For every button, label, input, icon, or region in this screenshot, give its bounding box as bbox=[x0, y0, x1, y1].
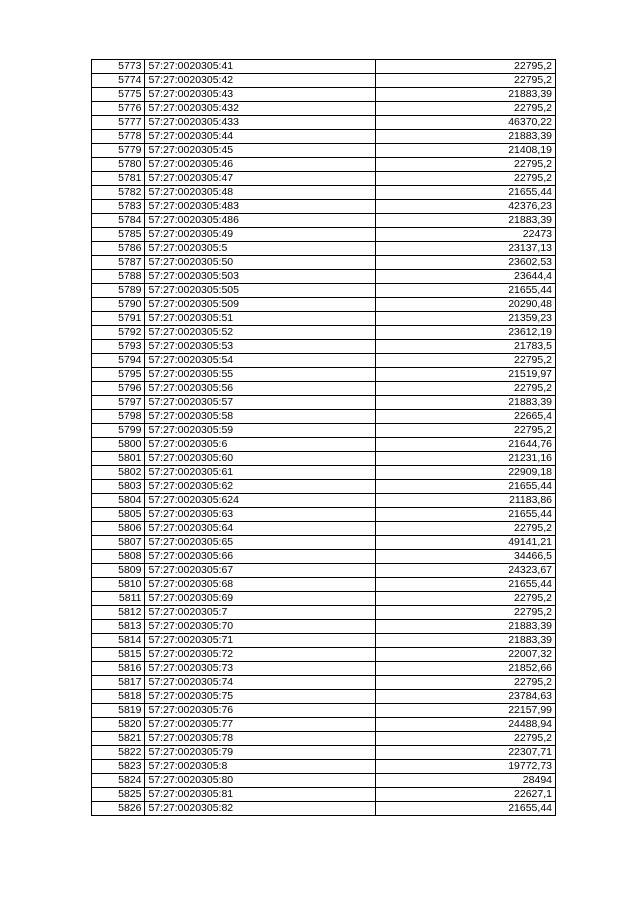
row-number-cell: 5798 bbox=[92, 410, 145, 424]
cadastral-number-cell: 57:27:0020305:505 bbox=[145, 284, 375, 298]
table-row bbox=[92, 494, 556, 508]
cadastral-number-cell: 57:27:0020305:70 bbox=[145, 620, 375, 634]
table-row bbox=[92, 648, 556, 662]
row-number-cell: 5796 bbox=[92, 382, 145, 396]
table-row bbox=[92, 74, 556, 88]
table-row bbox=[92, 578, 556, 592]
cadastral-number-cell: 57:27:0020305:60 bbox=[145, 452, 375, 466]
cadastral-value-cell: 22665,4 bbox=[375, 410, 555, 424]
table-row bbox=[92, 550, 556, 564]
row-number-cell: 5826 bbox=[92, 802, 145, 816]
cadastral-value-cell: 21883,39 bbox=[375, 214, 555, 228]
cadastral-value-cell: 22795,2 bbox=[375, 354, 555, 368]
cadastral-value-cell: 21655,44 bbox=[375, 578, 555, 592]
cadastral-number-cell: 57:27:0020305:56 bbox=[145, 382, 375, 396]
row-number-cell: 5819 bbox=[92, 704, 145, 718]
table-row bbox=[92, 662, 556, 676]
table-row bbox=[92, 270, 556, 284]
cadastral-value-cell: 22627,1 bbox=[375, 788, 555, 802]
cadastral-number-cell: 57:27:0020305:82 bbox=[145, 802, 375, 816]
cadastral-value-cell: 22795,2 bbox=[375, 522, 555, 536]
cadastral-number-cell: 57:27:0020305:57 bbox=[145, 396, 375, 410]
table-body bbox=[92, 60, 556, 816]
row-number-cell: 5822 bbox=[92, 746, 145, 760]
table-row bbox=[92, 466, 556, 480]
cadastral-value-cell: 22795,2 bbox=[375, 424, 555, 438]
row-number-cell: 5801 bbox=[92, 452, 145, 466]
cadastral-value-cell: 22795,2 bbox=[375, 74, 555, 88]
cadastral-value-cell: 22795,2 bbox=[375, 102, 555, 116]
cadastral-number-cell: 57:27:0020305:47 bbox=[145, 172, 375, 186]
table-row bbox=[92, 312, 556, 326]
cadastral-value-cell: 21655,44 bbox=[375, 480, 555, 494]
row-number-cell: 5803 bbox=[92, 480, 145, 494]
table-row bbox=[92, 242, 556, 256]
cadastral-number-cell: 57:27:0020305:483 bbox=[145, 200, 375, 214]
cadastral-number-cell: 57:27:0020305:67 bbox=[145, 564, 375, 578]
table-row bbox=[92, 508, 556, 522]
cadastral-number-cell: 57:27:0020305:49 bbox=[145, 228, 375, 242]
table-row bbox=[92, 144, 556, 158]
row-number-cell: 5804 bbox=[92, 494, 145, 508]
cadastral-number-cell: 57:27:0020305:72 bbox=[145, 648, 375, 662]
cadastral-value-cell: 22795,2 bbox=[375, 592, 555, 606]
cadastral-value-cell: 21655,44 bbox=[375, 284, 555, 298]
table-row bbox=[92, 382, 556, 396]
row-number-cell: 5777 bbox=[92, 116, 145, 130]
cadastral-value-cell: 21883,39 bbox=[375, 130, 555, 144]
cadastral-value-cell: 21408,19 bbox=[375, 144, 555, 158]
cadastral-value-cell: 21883,39 bbox=[375, 634, 555, 648]
row-number-cell: 5793 bbox=[92, 340, 145, 354]
cadastral-number-cell: 57:27:0020305:486 bbox=[145, 214, 375, 228]
cadastral-number-cell: 57:27:0020305:41 bbox=[145, 60, 375, 74]
cadastral-value-cell: 22007,32 bbox=[375, 648, 555, 662]
cadastral-value-cell: 23784,63 bbox=[375, 690, 555, 704]
row-number-cell: 5781 bbox=[92, 172, 145, 186]
cadastral-value-cell: 21883,39 bbox=[375, 620, 555, 634]
table-row bbox=[92, 60, 556, 74]
table-row bbox=[92, 480, 556, 494]
row-number-cell: 5812 bbox=[92, 606, 145, 620]
table-row bbox=[92, 410, 556, 424]
cadastral-value-cell: 21655,44 bbox=[375, 802, 555, 816]
row-number-cell: 5814 bbox=[92, 634, 145, 648]
row-number-cell: 5823 bbox=[92, 760, 145, 774]
row-number-cell: 5813 bbox=[92, 620, 145, 634]
row-number-cell: 5785 bbox=[92, 228, 145, 242]
table-row bbox=[92, 620, 556, 634]
row-number-cell: 5791 bbox=[92, 312, 145, 326]
table-row bbox=[92, 788, 556, 802]
table-row bbox=[92, 802, 556, 816]
table-row bbox=[92, 368, 556, 382]
cadastral-value-cell: 21644,76 bbox=[375, 438, 555, 452]
table-row bbox=[92, 102, 556, 116]
cadastral-value-cell: 21231,16 bbox=[375, 452, 555, 466]
table-row bbox=[92, 116, 556, 130]
cadastral-number-cell: 57:27:0020305:68 bbox=[145, 578, 375, 592]
cadastral-number-cell: 57:27:0020305:55 bbox=[145, 368, 375, 382]
row-number-cell: 5825 bbox=[92, 788, 145, 802]
cadastral-number-cell: 57:27:0020305:59 bbox=[145, 424, 375, 438]
cadastral-number-cell: 57:27:0020305:73 bbox=[145, 662, 375, 676]
cadastral-number-cell: 57:27:0020305:624 bbox=[145, 494, 375, 508]
row-number-cell: 5820 bbox=[92, 718, 145, 732]
cadastral-value-cell: 22307,71 bbox=[375, 746, 555, 760]
document-page bbox=[91, 59, 556, 816]
table-row bbox=[92, 158, 556, 172]
cadastral-value-cell: 21359,23 bbox=[375, 312, 555, 326]
table-row bbox=[92, 438, 556, 452]
row-number-cell: 5775 bbox=[92, 88, 145, 102]
cadastral-value-cell: 23602,53 bbox=[375, 256, 555, 270]
row-number-cell: 5802 bbox=[92, 466, 145, 480]
cadastral-number-cell: 57:27:0020305:43 bbox=[145, 88, 375, 102]
cadastral-value-cell: 21655,44 bbox=[375, 186, 555, 200]
row-number-cell: 5800 bbox=[92, 438, 145, 452]
row-number-cell: 5811 bbox=[92, 592, 145, 606]
row-number-cell: 5787 bbox=[92, 256, 145, 270]
row-number-cell: 5788 bbox=[92, 270, 145, 284]
row-number-cell: 5778 bbox=[92, 130, 145, 144]
cadastral-number-cell: 57:27:0020305:81 bbox=[145, 788, 375, 802]
cadastral-value-cell: 21183,86 bbox=[375, 494, 555, 508]
table-row bbox=[92, 564, 556, 578]
cadastral-value-cell: 21883,39 bbox=[375, 396, 555, 410]
cadastral-number-cell: 57:27:0020305:509 bbox=[145, 298, 375, 312]
cadastral-number-cell: 57:27:0020305:80 bbox=[145, 774, 375, 788]
row-number-cell: 5821 bbox=[92, 732, 145, 746]
cadastral-number-cell: 57:27:0020305:63 bbox=[145, 508, 375, 522]
row-number-cell: 5782 bbox=[92, 186, 145, 200]
table-row bbox=[92, 732, 556, 746]
cadastral-value-cell: 46370,22 bbox=[375, 116, 555, 130]
cadastral-value-cell: 22473 bbox=[375, 228, 555, 242]
row-number-cell: 5774 bbox=[92, 74, 145, 88]
cadastral-number-cell: 57:27:0020305:74 bbox=[145, 676, 375, 690]
cadastral-number-cell: 57:27:0020305:66 bbox=[145, 550, 375, 564]
table-row bbox=[92, 284, 556, 298]
cadastral-value-cell: 20290,48 bbox=[375, 298, 555, 312]
cadastral-number-cell: 57:27:0020305:76 bbox=[145, 704, 375, 718]
cadastral-number-cell: 57:27:0020305:433 bbox=[145, 116, 375, 130]
cadastral-number-cell: 57:27:0020305:432 bbox=[145, 102, 375, 116]
cadastral-number-cell: 57:27:0020305:77 bbox=[145, 718, 375, 732]
cadastral-value-cell: 22795,2 bbox=[375, 172, 555, 186]
row-number-cell: 5795 bbox=[92, 368, 145, 382]
cadastral-number-cell: 57:27:0020305:65 bbox=[145, 536, 375, 550]
row-number-cell: 5816 bbox=[92, 662, 145, 676]
cadastral-value-cell: 23644,4 bbox=[375, 270, 555, 284]
cadastral-value-cell: 22795,2 bbox=[375, 60, 555, 74]
cadastral-value-cell: 34466,5 bbox=[375, 550, 555, 564]
cadastral-number-cell: 57:27:0020305:50 bbox=[145, 256, 375, 270]
cadastral-number-cell: 57:27:0020305:78 bbox=[145, 732, 375, 746]
cadastral-number-cell: 57:27:0020305:79 bbox=[145, 746, 375, 760]
cadastral-value-cell: 22795,2 bbox=[375, 732, 555, 746]
row-number-cell: 5790 bbox=[92, 298, 145, 312]
row-number-cell: 5794 bbox=[92, 354, 145, 368]
cadastral-number-cell: 57:27:0020305:64 bbox=[145, 522, 375, 536]
cadastral-value-cell: 22157,99 bbox=[375, 704, 555, 718]
cadastral-value-cell: 21655,44 bbox=[375, 508, 555, 522]
table-row bbox=[92, 424, 556, 438]
row-number-cell: 5815 bbox=[92, 648, 145, 662]
table-row bbox=[92, 704, 556, 718]
row-number-cell: 5809 bbox=[92, 564, 145, 578]
row-number-cell: 5779 bbox=[92, 144, 145, 158]
cadastral-number-cell: 57:27:0020305:69 bbox=[145, 592, 375, 606]
cadastral-value-cell: 28494 bbox=[375, 774, 555, 788]
cadastral-number-cell: 57:27:0020305:48 bbox=[145, 186, 375, 200]
table-row bbox=[92, 326, 556, 340]
row-number-cell: 5789 bbox=[92, 284, 145, 298]
table-row bbox=[92, 606, 556, 620]
row-number-cell: 5797 bbox=[92, 396, 145, 410]
table-row bbox=[92, 130, 556, 144]
cadastral-value-cell: 22909,18 bbox=[375, 466, 555, 480]
table-row bbox=[92, 676, 556, 690]
cadastral-number-cell: 57:27:0020305:62 bbox=[145, 480, 375, 494]
row-number-cell: 5792 bbox=[92, 326, 145, 340]
cadastral-number-cell: 57:27:0020305:42 bbox=[145, 74, 375, 88]
table-row bbox=[92, 200, 556, 214]
cadastral-value-cell: 22795,2 bbox=[375, 382, 555, 396]
table-row bbox=[92, 354, 556, 368]
cadastral-number-cell: 57:27:0020305:58 bbox=[145, 410, 375, 424]
table-row bbox=[92, 340, 556, 354]
row-number-cell: 5808 bbox=[92, 550, 145, 564]
row-number-cell: 5799 bbox=[92, 424, 145, 438]
row-number-cell: 5810 bbox=[92, 578, 145, 592]
cadastral-value-cell: 19772,73 bbox=[375, 760, 555, 774]
table-row bbox=[92, 746, 556, 760]
row-number-cell: 5807 bbox=[92, 536, 145, 550]
table-row bbox=[92, 256, 556, 270]
cadastral-value-cell: 23612,19 bbox=[375, 326, 555, 340]
cadastral-value-cell: 24323,67 bbox=[375, 564, 555, 578]
cadastral-number-cell: 57:27:0020305:61 bbox=[145, 466, 375, 480]
table-row bbox=[92, 760, 556, 774]
cadastral-number-cell: 57:27:0020305:45 bbox=[145, 144, 375, 158]
table-row bbox=[92, 536, 556, 550]
row-number-cell: 5824 bbox=[92, 774, 145, 788]
cadastral-number-cell: 57:27:0020305:5 bbox=[145, 242, 375, 256]
cadastral-number-cell: 57:27:0020305:44 bbox=[145, 130, 375, 144]
cadastral-number-cell: 57:27:0020305:8 bbox=[145, 760, 375, 774]
row-number-cell: 5818 bbox=[92, 690, 145, 704]
table-row bbox=[92, 88, 556, 102]
cadastral-number-cell: 57:27:0020305:46 bbox=[145, 158, 375, 172]
table-row bbox=[92, 396, 556, 410]
cadastral-number-cell: 57:27:0020305:71 bbox=[145, 634, 375, 648]
row-number-cell: 5786 bbox=[92, 242, 145, 256]
row-number-cell: 5806 bbox=[92, 522, 145, 536]
cadastral-number-cell: 57:27:0020305:503 bbox=[145, 270, 375, 284]
row-number-cell: 5780 bbox=[92, 158, 145, 172]
cadastral-number-cell: 57:27:0020305:54 bbox=[145, 354, 375, 368]
table-row bbox=[92, 718, 556, 732]
cadastral-value-cell: 23137,13 bbox=[375, 242, 555, 256]
table-row bbox=[92, 452, 556, 466]
cadastral-value-cell: 21883,39 bbox=[375, 88, 555, 102]
table-row bbox=[92, 634, 556, 648]
table-row bbox=[92, 522, 556, 536]
row-number-cell: 5776 bbox=[92, 102, 145, 116]
cadastral-value-cell: 22795,2 bbox=[375, 676, 555, 690]
cadastral-value-cell: 21519,97 bbox=[375, 368, 555, 382]
table-row bbox=[92, 774, 556, 788]
cadastral-value-cell: 42376,23 bbox=[375, 200, 555, 214]
cadastral-value-cell: 21783,5 bbox=[375, 340, 555, 354]
row-number-cell: 5784 bbox=[92, 214, 145, 228]
cadastral-value-cell: 21852,66 bbox=[375, 662, 555, 676]
table-row bbox=[92, 214, 556, 228]
cadastral-value-cell: 24488,94 bbox=[375, 718, 555, 732]
row-number-cell: 5773 bbox=[92, 60, 145, 74]
cadastral-value-cell: 49141,21 bbox=[375, 536, 555, 550]
table-row bbox=[92, 690, 556, 704]
row-number-cell: 5805 bbox=[92, 508, 145, 522]
cadastral-value-cell: 22795,2 bbox=[375, 606, 555, 620]
cadastral-number-cell: 57:27:0020305:75 bbox=[145, 690, 375, 704]
cadastral-number-cell: 57:27:0020305:7 bbox=[145, 606, 375, 620]
table-row bbox=[92, 172, 556, 186]
table-row bbox=[92, 298, 556, 312]
row-number-cell: 5783 bbox=[92, 200, 145, 214]
row-number-cell: 5817 bbox=[92, 676, 145, 690]
cadastral-number-cell: 57:27:0020305:52 bbox=[145, 326, 375, 340]
table-row bbox=[92, 228, 556, 242]
table-row bbox=[92, 592, 556, 606]
cadastral-value-cell: 22795,2 bbox=[375, 158, 555, 172]
cadastral-number-cell: 57:27:0020305:53 bbox=[145, 340, 375, 354]
cadastral-number-cell: 57:27:0020305:51 bbox=[145, 312, 375, 326]
cadastral-number-cell: 57:27:0020305:6 bbox=[145, 438, 375, 452]
table-row bbox=[92, 186, 556, 200]
cadastral-value-table bbox=[91, 59, 556, 816]
